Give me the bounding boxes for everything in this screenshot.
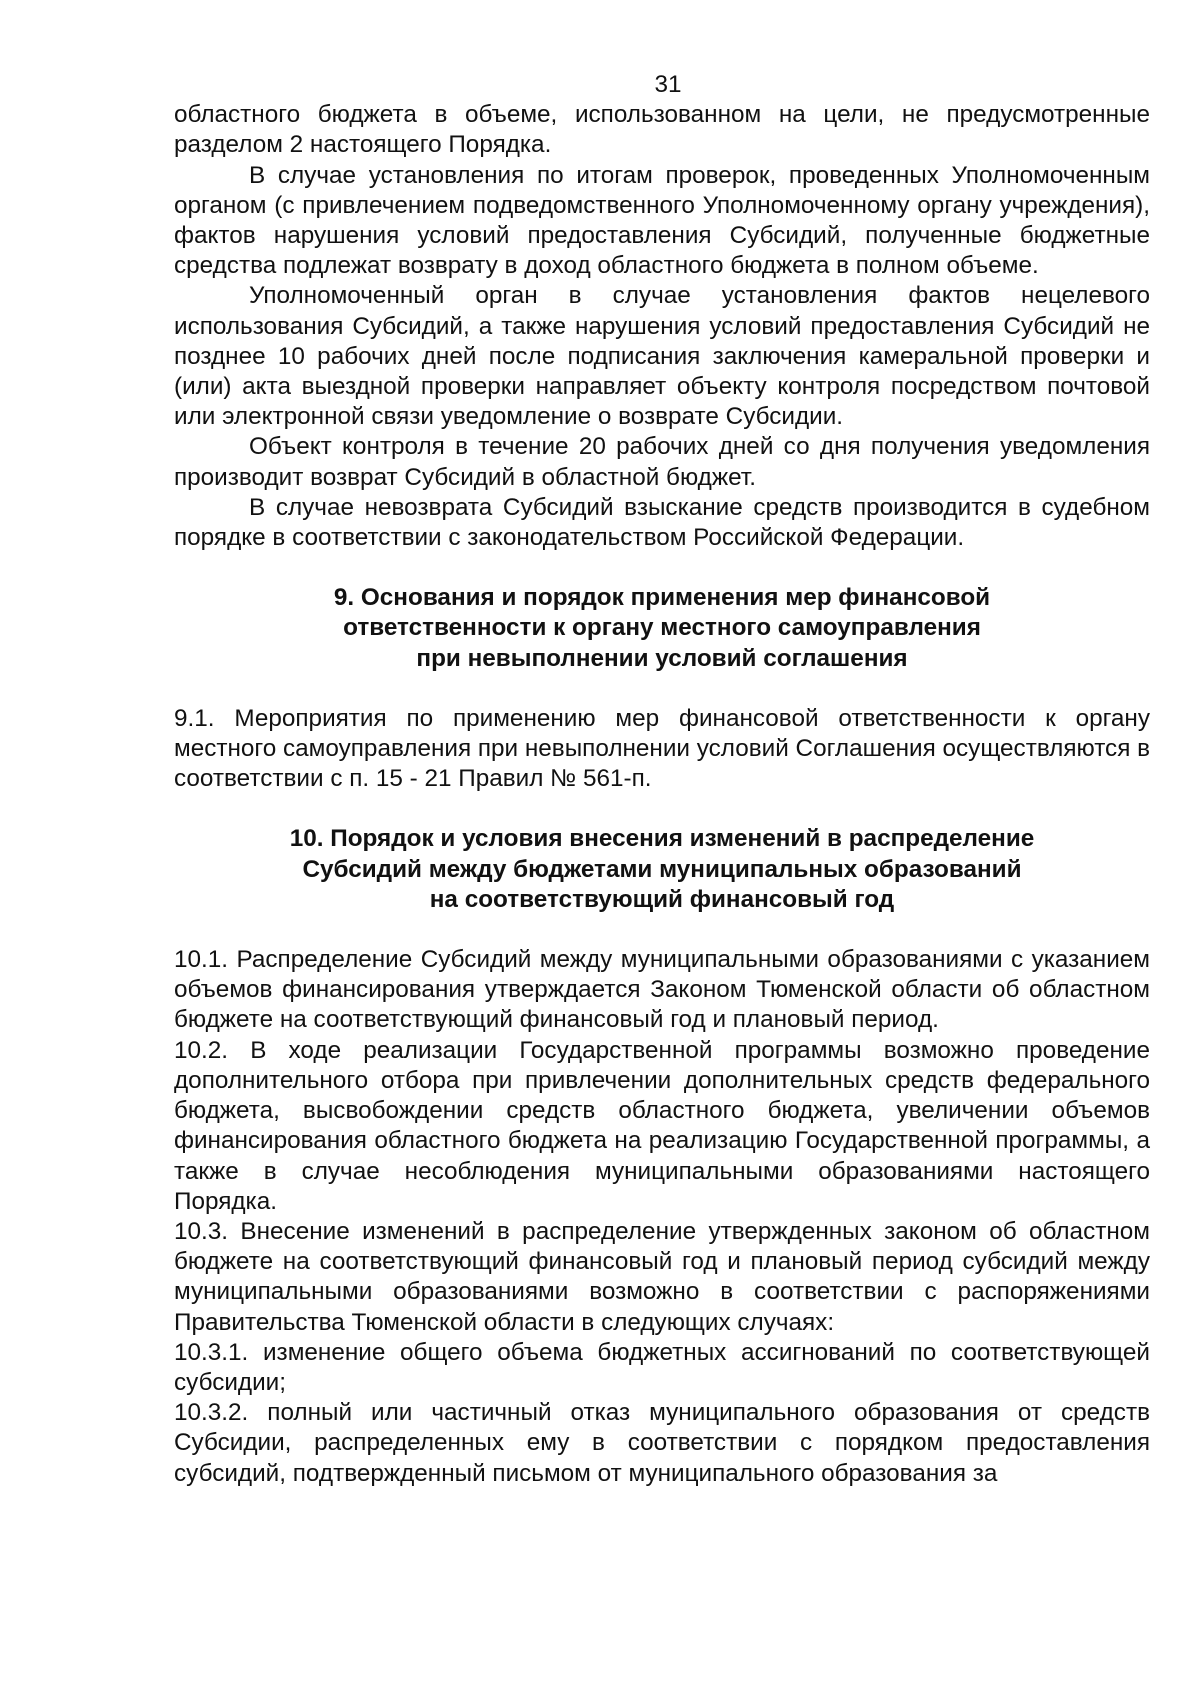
section-9-body — [174, 704, 1150, 795]
paragraph-violation-return: В случае установления по итогам проверок, проведенных Уполномоченным органом (с привлечением подведомственного Уполномоченному органу учреждения), фактов нарушения условий предоставления Субсидий, полученные бюджетные средства подлежат возврату в доход областного бюджета в полном объеме. — [174, 161, 1150, 280]
page-number: 31 — [654, 71, 682, 98]
document-page — [174, 70, 1150, 1489]
section-10-heading-line: на соответствующий финансовый год — [429, 885, 895, 913]
section-9-heading-line: ответственности к органу местного самоуправления — [343, 614, 981, 642]
section-9-heading-line: 9. Основания и порядок применения мер финансовой — [333, 584, 991, 612]
section-10-heading-line: Субсидий между бюджетами муниципальных образований — [302, 855, 1022, 883]
paragraph-10-1: 10.1. Распределение Субсидий между муниципальными образованиями с указанием объемов финансирования утверждается Законом Тюменской области об областном бюджете на соответствующий финансовый год и плановый период. — [174, 946, 1150, 1034]
paragraph-10-3-2: 10.3.2. полный или частичный отказ муниципального образования от средств Субсидии, распределенных ему в соответствии с порядком предоставления субсидий, подтвержденный письмом от муниципального образования за — [174, 1399, 1150, 1487]
paragraph-notification: Уполномоченный орган в случае установления фактов нецелевого использования Субсидий, а также нарушения условий предоставления Субсидий не позднее 10 рабочих дней после подписания заключения камеральной проверки и (или) акта выездной проверки направляет объекту контроля посредством почтовой или электронной связи уведомление о возврате Субсидии. — [174, 282, 1150, 431]
paragraph-10-3-1: 10.3.1. изменение общего объема бюджетных ассигнований по соответствующей субсидии; — [174, 1338, 1150, 1396]
section-10-body — [174, 945, 1150, 1489]
section-10-heading — [174, 824, 1150, 915]
paragraph-10-3: 10.3. Внесение изменений в распределение утвержденных законом об областном бюджете на соответствующий финансовый год и плановый период субсидий между муниципальными образованиями возможно в соответствии с распоряжениями Правительства Тюменской области в следующих случаях: — [174, 1217, 1150, 1336]
paragraph-10-2: 10.2. В ходе реализации Государственной программы возможно проведение дополнительного отбора при привлечении дополнительных средств федерального бюджета, высвобождении средств областного бюджета, увеличении объемов финансирования областного бюджета на реализацию Государственной программы, а также в случае несоблюдения муниципальными образованиями настоящего Порядка. — [174, 1036, 1150, 1215]
paragraph-continuation: областного бюджета в объеме, использованном на цели, не предусмотренные разделом 2 настоящего Порядка. — [174, 101, 1150, 159]
section-9-heading — [174, 583, 1150, 674]
paragraph-refund-deadline: Объект контроля в течение 20 рабочих дней со дня получения уведомления производит возврат Субсидий в областной бюджет. — [174, 433, 1150, 491]
paragraph-9-1: 9.1. Мероприятия по применению мер финансовой ответственности к органу местного самоуправления при невыполнении условий Соглашения осуществляются в соответствии с п. 15 - 21 Правил № 561-п. — [174, 704, 1151, 793]
section-10-heading-line: 10. Порядок и условия внесения изменений в распределение — [289, 825, 1035, 853]
paragraph-court-recovery: В случае невозврата Субсидий взыскание средств производится в судебном порядке в соответствии с законодательством Российской Федерации. — [174, 493, 1150, 552]
section-9-heading-line: при невыполнении условий соглашения — [416, 644, 908, 672]
